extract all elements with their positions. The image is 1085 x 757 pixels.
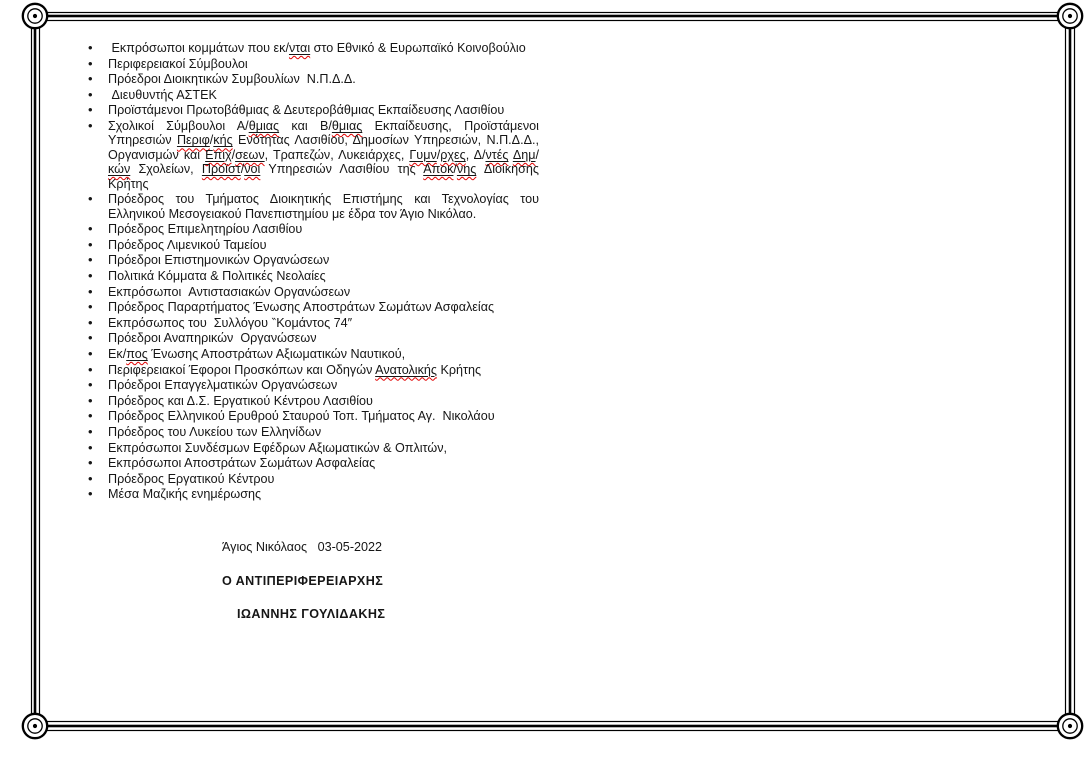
misspelled-word: Επιχ: [205, 147, 232, 162]
list-item: • Πρόεδρος του Λυκείου των Ελληνίδων: [108, 425, 539, 439]
signatory-title: Ο ΑΝΤΙΠΕΡΙΦΕΡΕΙΑΡΧΗΣ: [222, 574, 384, 588]
misspelled-word: νοι: [244, 162, 261, 177]
place-date-line: Άγιος Νικόλαος 03-05-2022: [222, 540, 383, 554]
misspelled-word: Ανατολικής: [375, 362, 437, 377]
signatory-name: ΙΩΑΝΝΗΣ ΓΟΥΛΙΔΑΚΗΣ: [237, 607, 386, 621]
list-item: • Πρόεδρος του Τμήματος Διοικητικής Επιστήμης και Τεχνολογίας του Ελληνικού Μεσογειακού Πανεπιστημίου με έδρα τον Άγιο Νικόλαο.: [108, 192, 539, 221]
misspelled-word: ρχες: [440, 147, 466, 162]
list-item: • Πρόεδροι Αναπηρικών Οργανώσεων: [108, 331, 539, 345]
list-item: • Εκ/πος Ένωσης Αποστράτων Αξιωματικών Ναυτικού,: [108, 347, 539, 361]
misspelled-word: πος: [126, 346, 148, 361]
list-item: • Εκπρόσωποι κομμάτων που εκ/νται στο Εθνικό & Ευρωπαϊκό Κοινοβούλιο: [108, 41, 539, 55]
misspelled-word: Προϊστ: [201, 162, 241, 177]
list-item: • Πρόεδροι Επαγγελματικών Οργανώσεων: [108, 378, 539, 392]
misspelled-word: θμιας: [331, 118, 363, 133]
list-item: • Προϊστάμενοι Πρωτοβάθμιας & Δευτεροβάθμιας Εκπαίδευσης Λασιθίου: [108, 103, 539, 117]
list-item: • Εκπρόσωπος του Συλλόγου ‶Κομάντος 74″: [108, 316, 539, 330]
list-item: • Πρόεδρος και Δ.Σ. Εργατικού Κέντρου Λασιθίου: [108, 394, 539, 408]
misspelled-word: νης: [456, 162, 477, 177]
list-item: • Πρόεδροι Επιστημονικών Οργανώσεων: [108, 253, 539, 267]
misspelled-word: Γυμν: [409, 147, 437, 162]
recipient-list: [108, 41, 539, 503]
list-item: • Πρόεδρος Ελληνικού Ερυθρού Σταυρού Τοπ. Τμήματος Αγ. Νικολάου: [108, 409, 539, 423]
list-item: • Πρόεδρος Παραρτήματος Ένωσης Αποστράτων Σωμάτων Ασφαλείας: [108, 300, 539, 314]
misspelled-word: Δημ: [512, 147, 536, 162]
misspelled-word: σεων: [235, 147, 265, 162]
list-item: • Εκπρόσωποι Αντιστασιακών Οργανώσεων: [108, 285, 539, 299]
list-item: • Περιφερειακοί Σύμβουλοι: [108, 57, 539, 71]
list-item: • Εκπρόσωποι Αποστράτων Σωμάτων Ασφαλείας: [108, 456, 539, 470]
misspelled-word: κών: [108, 162, 131, 177]
list-item: • Πρόεδρος Επιμελητηρίου Λασιθίου: [108, 222, 539, 236]
list-item: • Πρόεδροι Διοικητικών Συμβουλίων Ν.Π.Δ.Δ.: [108, 72, 539, 86]
misspelled-word: θμιας: [248, 118, 280, 133]
list-item: • Μέσα Μαζικής ενημέρωσης: [108, 487, 539, 501]
list-item: • Πρόεδρος Εργατικού Κέντρου: [108, 472, 539, 486]
list-item: • Διευθυντής ΑΣΤΕΚ: [108, 88, 539, 102]
misspelled-word: Περιφ: [176, 133, 210, 148]
list-item: • Πολιτικά Κόμματα & Πολιτικές Νεολαίες: [108, 269, 539, 283]
list-item: • Σχολικοί Σύμβουλοι Α/θμιας και Β/θμιας Εκπαίδευσης, Προϊστάμενοι Υπηρεσιών Περιφ/κής Ενότητας Λασιθίου, Δημοσίων Υπηρεσιών, Ν.Π.Δ.Δ., Οργανισμών και Επιχ/σεων, Τραπεζών, Λυκειάρχες, Γυμν/ρχες, Δ/ντές Δημ/κών Σχολείων, Προϊστ/νοι Υπηρεσιών Λασιθίου της Αποκ/νης Διοίκησης Κρήτης: [108, 119, 539, 191]
list-item: • Εκπρόσωποι Συνδέσμων Εφέδρων Αξιωματικών & Οπλιτών,: [108, 441, 539, 455]
list-item: • Πρόεδρος Λιμενικού Ταμείου: [108, 238, 539, 252]
misspelled-word: ντές: [485, 147, 509, 162]
misspelled-word: κής: [213, 133, 233, 148]
misspelled-word: νται: [288, 41, 311, 55]
list-item: • Περιφερειακοί Έφοροι Προσκόπων και Οδηγών Ανατολικής Κρήτης: [108, 363, 539, 377]
misspelled-word: Αποκ: [423, 162, 454, 177]
